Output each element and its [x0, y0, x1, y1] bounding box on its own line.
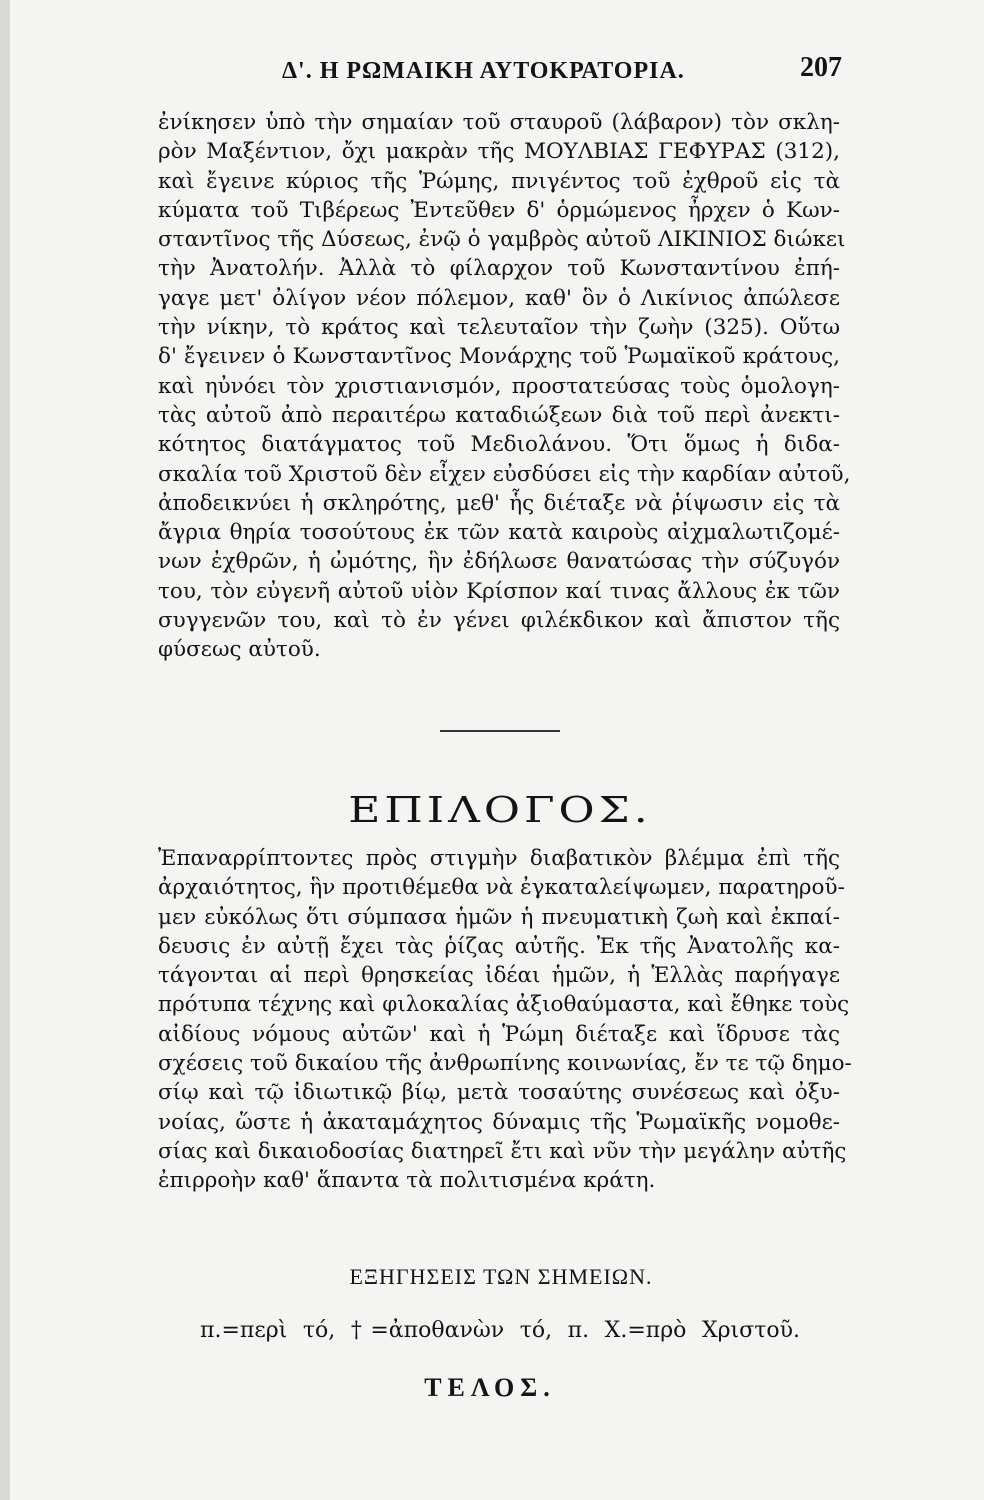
text-line: ἀποδεικνύει ἡ σκληρότης, μεθ' ἧς διέταξε νὰ ῥίψωσιν εἰς τὰ — [158, 490, 840, 516]
text-line: σταντῖνος τῆς Δύσεως, ἐνῷ ὁ γαμβρὸς αὐτοῦ ΛΙΚΙΝΙΟΣ διώκει — [158, 227, 846, 253]
text-line: καὶ ἔγεινε κύριος τῆς Ῥώμης, πνιγέντος τοῦ ἐχθροῦ εἰς τὰ — [158, 168, 840, 194]
end-mark: ΤΕΛΟΣ. — [424, 1373, 556, 1402]
text-line: σίῳ καὶ τῷ ἰδιωτικῷ βίῳ, μετὰ τοσαύτης συνέσεως καὶ ὀξυ- — [158, 1080, 840, 1106]
page-header — [282, 52, 842, 92]
section-divider — [440, 730, 560, 732]
text-line: τὰς αὐτοῦ ἀπὸ περαιτέρω καταδιώξεων διὰ τοῦ περὶ ἀνεκτι- — [158, 402, 840, 428]
text-line: τὴν νίκην, τὸ κράτος καὶ τελευταῖον τὴν ζωὴν (325). Οὕτω — [158, 315, 840, 341]
text-line: καὶ ηὐνόει τὸν χριστιανισμόν, προστατεύσας τοὺς ὁμολογη- — [158, 373, 840, 399]
body-paragraph — [158, 108, 851, 665]
text-line: ἀρχαιότητος, ἣν προτιθέμεθα νὰ ἐγκαταλείψωμεν, παρατηροῦ- — [158, 875, 845, 901]
legend-abbreviations: π.=περὶ τό, †=ἀποθανὼν τό, π. Χ.=πρὸ Χριστοῦ. — [200, 1318, 800, 1343]
text-line: πρότυπα τέχνης καὶ φιλοκαλίας ἀξιοθαύμαστα, καὶ ἔθηκε τοὺς — [158, 992, 850, 1018]
running-head: Δ'. Η ΡΩΜΑΙΚΗ ΑΥΤΟΚΡΑΤΟΡΙΑ. — [282, 58, 685, 84]
text-line: αἰδίους νόμους αὐτῶν' καὶ ἡ Ῥώμη διέταξε καὶ ἵδρυσε τὰς — [158, 1021, 840, 1047]
epilogue-heading: ΕΠΙΛΟΓΟΣ. — [348, 790, 652, 831]
text-line: ἐνίκησεν ὑπὸ τὴν σημαίαν τοῦ σταυροῦ (λάβαρον) τὸν σκλη- — [158, 110, 840, 135]
text-line: σίας καὶ δικαιοδοσίας διατηρεῖ ἔτι καὶ νῦν τὴν μεγάλην αὐτῆς — [158, 1138, 847, 1164]
text-line: ἄγρια θηρία τοσούτους ἐκ τῶν κατὰ καιροὺς αἰχμαλωτιζομέ- — [158, 520, 840, 546]
text-line: σχέσεις τοῦ δικαίου τῆς ἀνθρωπίνης κοινωνίας, ἔν τε τῷ δημο- — [158, 1051, 852, 1077]
text-line: Ἐπαναρρίπτοντες πρὸς στιγμὴν διαβατικὸν βλέμμα ἐπὶ τῆς — [158, 846, 840, 871]
text-line: του, τὸν εὐγενῆ αὐτοῦ υἱὸν Κρίσπον καί τινας ἄλλους ἐκ τῶν — [158, 578, 840, 604]
text-line: νοίας, ὥστε ἡ ἀκαταμάχητος δύναμις τῆς Ῥωμαϊκῆς νομοθε- — [158, 1109, 840, 1135]
text-line: γαγε μετ' ὀλίγον νέον πόλεμον, καθ' ὃν ὁ Λικίνιος ἀπώλεσε — [158, 285, 840, 311]
text-line: δ' ἔγεινεν ὁ Κωνσταντῖνος Μονάρχης τοῦ Ῥωμαϊκοῦ κράτους, — [158, 344, 840, 370]
text-line: τὴν Ἀνατολήν. Ἀλλὰ τὸ φίλαρχον τοῦ Κωνσταντίνου ἐπή- — [158, 256, 840, 282]
page-binding-edge — [0, 0, 10, 1500]
text-line: συγγενῶν του, καὶ τὸ ἐν γένει φιλέκδικον καὶ ἄπιστον τῆς — [158, 608, 840, 634]
page-number: 207 — [800, 52, 842, 83]
text-line: νων ἐχθρῶν, ἡ ὠμότης, ἣν ἐδήλωσε θανατώσας τὴν σύζυγόν — [158, 549, 840, 575]
text-line: μεν εὐκόλως ὅτι σύμπασα ἡμῶν ἡ πνευματικὴ ζωὴ καὶ ἐκπαί- — [158, 904, 840, 930]
text-line: σκαλία τοῦ Χριστοῦ δὲν εἶχεν εὐσδύσει εἰς τὴν καρδίαν αὐτοῦ, — [158, 461, 851, 487]
text-line: τάγονται αἱ περὶ θρησκείας ἰδέαι ἡμῶν, ἡ Ἑλλὰς παρήγαγε — [158, 963, 840, 989]
legend-heading: ΕΞΗΓΗΣΕΙΣ ΤΩΝ ΣΗΜΕΙΩΝ. — [349, 1264, 653, 1289]
epilogue-paragraph — [158, 844, 852, 1196]
text-line: ἐπιρροὴν καθ' ἅπαντα τὰ πολιτισμένα κράτη. — [158, 1168, 656, 1194]
text-line: κύματα τοῦ Τιβέρεως Ἐντεῦθεν δ' ὁρμώμενος ἦρχεν ὁ Κων- — [158, 197, 840, 223]
text-line: κότητος διατάγματος τοῦ Μεδιολάνου. Ὅτι ὅμως ἡ διδα- — [158, 432, 840, 458]
text-line: δευσις ἐν αὐτῇ ἔχει τὰς ῥίζας αὐτῆς. Ἐκ τῆς Ἀνατολῆς κα- — [158, 933, 840, 959]
text-line: ρὸν Μαξέντιον, ὄχι μακρὰν τῆς ΜΟΥΛΒΙΑΣ ΓΕΦΥΡΑΣ (312), — [158, 139, 840, 165]
text-line: φύσεως αὐτοῦ. — [158, 637, 321, 663]
